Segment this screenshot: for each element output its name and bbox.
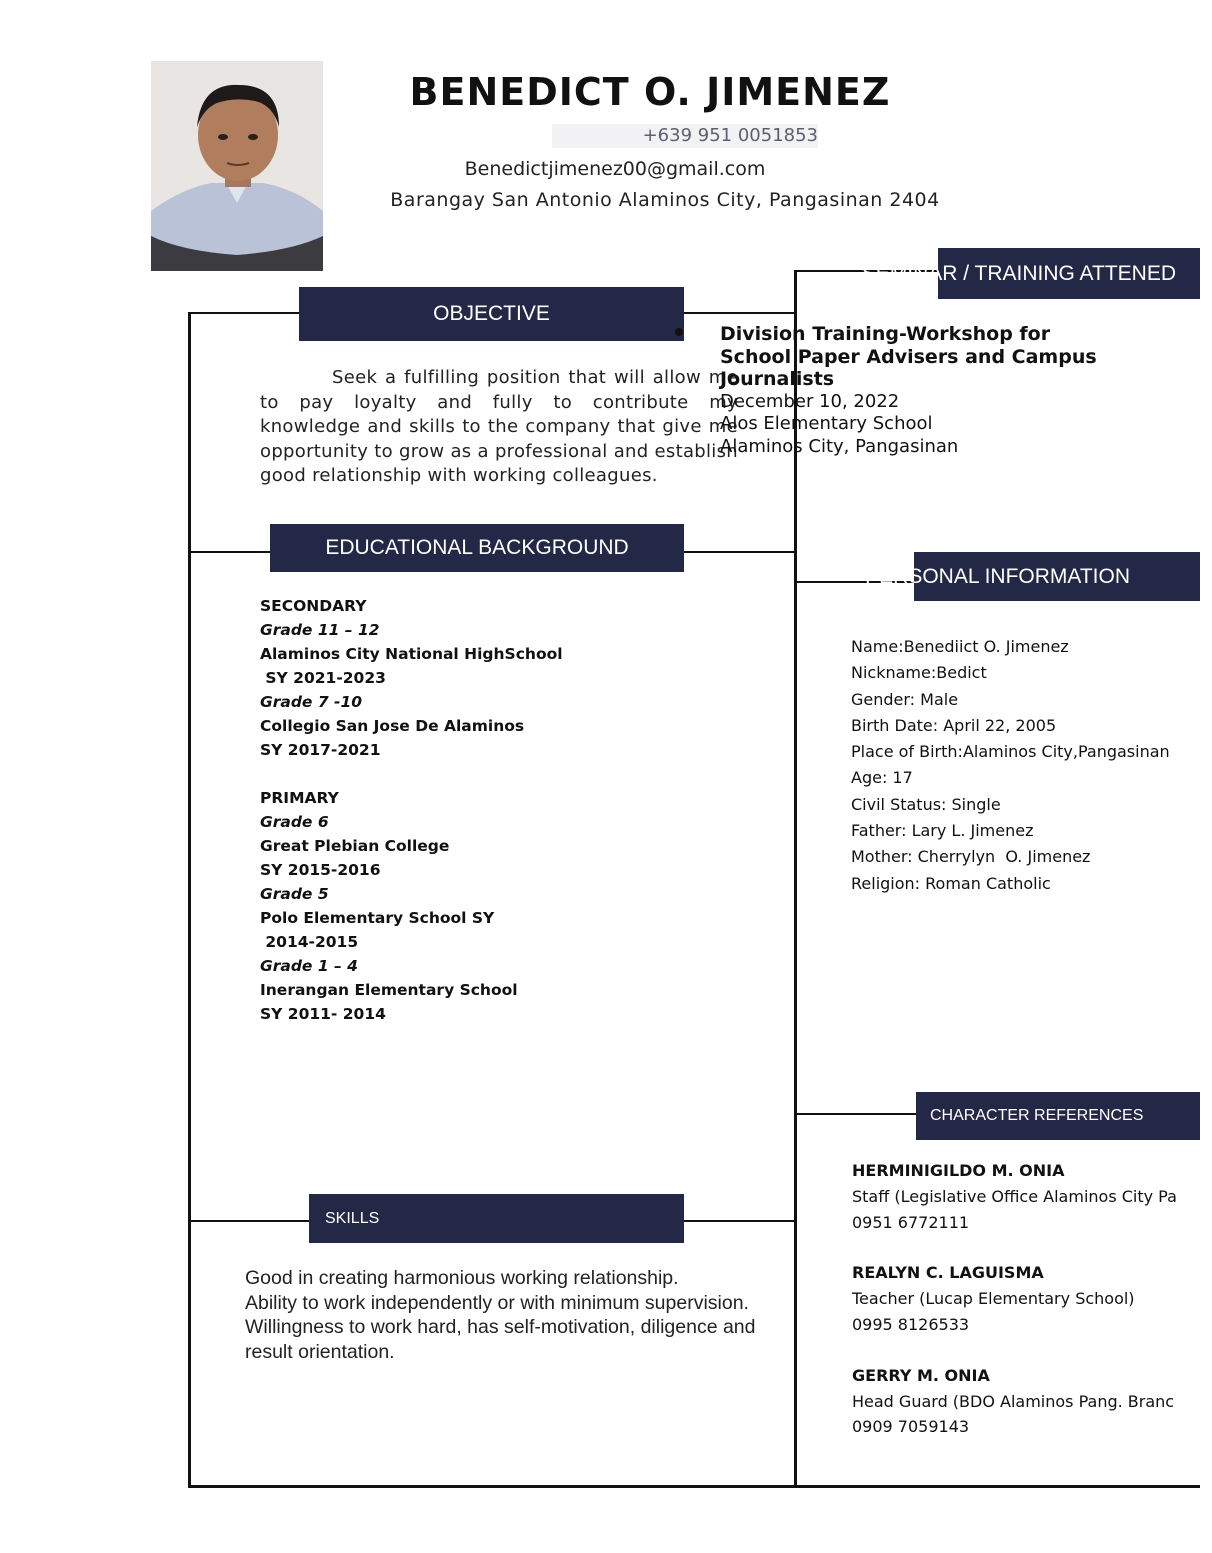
- email-address: Benedictjimenez00@gmail.com: [464, 158, 766, 180]
- candidate-name: BENEDICT O. JIMENEZ: [409, 70, 891, 114]
- primary-school-1: Great Plebian College: [260, 837, 450, 855]
- skill-item: Good in creating harmonious working relationship.: [245, 1267, 679, 1289]
- personal-age: Age: 17: [851, 768, 913, 788]
- primary-label: PRIMARY: [260, 789, 339, 807]
- references-header-label: CHARACTER REFERENCES: [930, 1107, 1144, 1124]
- personal-info-list: [851, 634, 1211, 897]
- secondary-sy-1: SY 2021-2023: [260, 669, 386, 687]
- objective-header-label: OBJECTIVE: [433, 302, 550, 325]
- home-address: Barangay San Antonio Alaminos City, Pangasinan 2404: [390, 189, 940, 211]
- education-list: [260, 594, 660, 1026]
- reference-phone: 0909 7059143: [852, 1417, 970, 1437]
- personal-mother: Mother: Cherrylyn O. Jimenez: [851, 847, 1091, 867]
- seminar-entry: [720, 323, 1190, 458]
- skill-item: Willingness to work hard, has self-motivation, diligence and result orientation.: [245, 1316, 756, 1363]
- reference-phone: 0995 8126533: [852, 1314, 970, 1334]
- personal-gender: Gender: Male: [851, 689, 959, 709]
- primary-grade-1: Grade 6: [260, 813, 329, 831]
- personal-birth-place: Place of Birth:Alaminos City,Pangasinan: [851, 742, 1170, 762]
- secondary-school-2: Collegio San Jose De Alaminos: [260, 717, 525, 735]
- reference-role: Teacher (Lucap Elementary School): [852, 1289, 1135, 1309]
- primary-grade-3: Grade 1 – 4: [260, 957, 358, 975]
- secondary-sy-2: SY 2017-2021: [260, 741, 381, 759]
- secondary-label: SECONDARY: [260, 597, 367, 615]
- seminar-venue: Alos Elementary School: [720, 413, 933, 434]
- secondary-grade-1: Grade 11 – 12: [260, 621, 380, 639]
- seminar-header-label: SEMINAR / TRAINING ATTENED: [861, 261, 1176, 285]
- references-list: [852, 1158, 1212, 1440]
- secondary-grade-2: Grade 7 -10: [260, 693, 363, 711]
- reference-name: GERRY M. ONIA: [852, 1365, 990, 1385]
- primary-school-2: Polo Elementary School SY: [260, 909, 495, 927]
- frame-left-line: [188, 312, 191, 1488]
- reference-name: HERMINIGILDO M. ONIA: [852, 1161, 1065, 1180]
- seminar-place: Alaminos City, Pangasinan: [720, 435, 959, 457]
- profile-photo: [151, 61, 323, 271]
- primary-school-3: Inerangan Elementary School: [260, 981, 518, 999]
- skill-item: Ability to work independently or with minimum supervision.: [245, 1291, 749, 1314]
- reference-role: Staff (Legislative Office Alaminos City Pa: [852, 1186, 1177, 1206]
- reference-role: Head Guard (BDO Alaminos Pang. Branc: [852, 1391, 1175, 1411]
- education-header-label: EDUCATIONAL BACKGROUND: [325, 536, 629, 559]
- personal-father: Father: Lary L. Jimenez: [851, 821, 1034, 841]
- bullet-dot: [675, 328, 683, 336]
- skills-header: [309, 1194, 684, 1243]
- phone-number: +639 951 0051853: [552, 124, 818, 148]
- reference-name: REALYN C. LAGUISMA: [852, 1263, 1044, 1283]
- primary-grade-2: Grade 5: [260, 885, 329, 903]
- primary-sy-1: SY 2015-2016: [260, 861, 381, 879]
- skills-header-label: SKILLS: [325, 1209, 380, 1227]
- seminar-date: December 10, 2022: [720, 390, 900, 412]
- secondary-school-1: Alaminos City National HighSchool: [260, 645, 563, 663]
- seminar-header: [861, 248, 1200, 299]
- objective-text: [260, 366, 738, 489]
- personal-birth-date: Birth Date: April 22, 2005: [851, 715, 1057, 735]
- personal-religion: Religion: Roman Catholic: [851, 873, 1051, 893]
- primary-sy-3: SY 2011- 2014: [260, 1005, 386, 1023]
- objective-header: [299, 287, 684, 341]
- skills-list: [245, 1266, 765, 1364]
- personal-header-label: PERSONAL INFORMATION: [865, 564, 1130, 588]
- reference-phone: 0951 6772111: [852, 1212, 970, 1232]
- primary-sy-2: 2014-2015: [260, 933, 359, 951]
- references-header: [916, 1092, 1200, 1140]
- education-header: [270, 524, 684, 572]
- personal-civil-status: Civil Status: Single: [851, 794, 1001, 814]
- personal-name: Name:Benediict O. Jimenez: [851, 637, 1069, 656]
- frame-bottom-line: [188, 1485, 1200, 1488]
- personal-header: [865, 552, 1200, 601]
- personal-nickname: Nickname:Bedict: [851, 663, 987, 683]
- seminar-title: Division Training-Workshop for School Paper Advisers and Campus Journalists: [720, 323, 1097, 390]
- objective-paragraph: Seek a fulfilling position that will allow me to pay loyalty and fully to contribute my knowledge and skills to the company that give me opportunity to grow as a professional and establish good relationship with working colleagues.: [260, 367, 738, 487]
